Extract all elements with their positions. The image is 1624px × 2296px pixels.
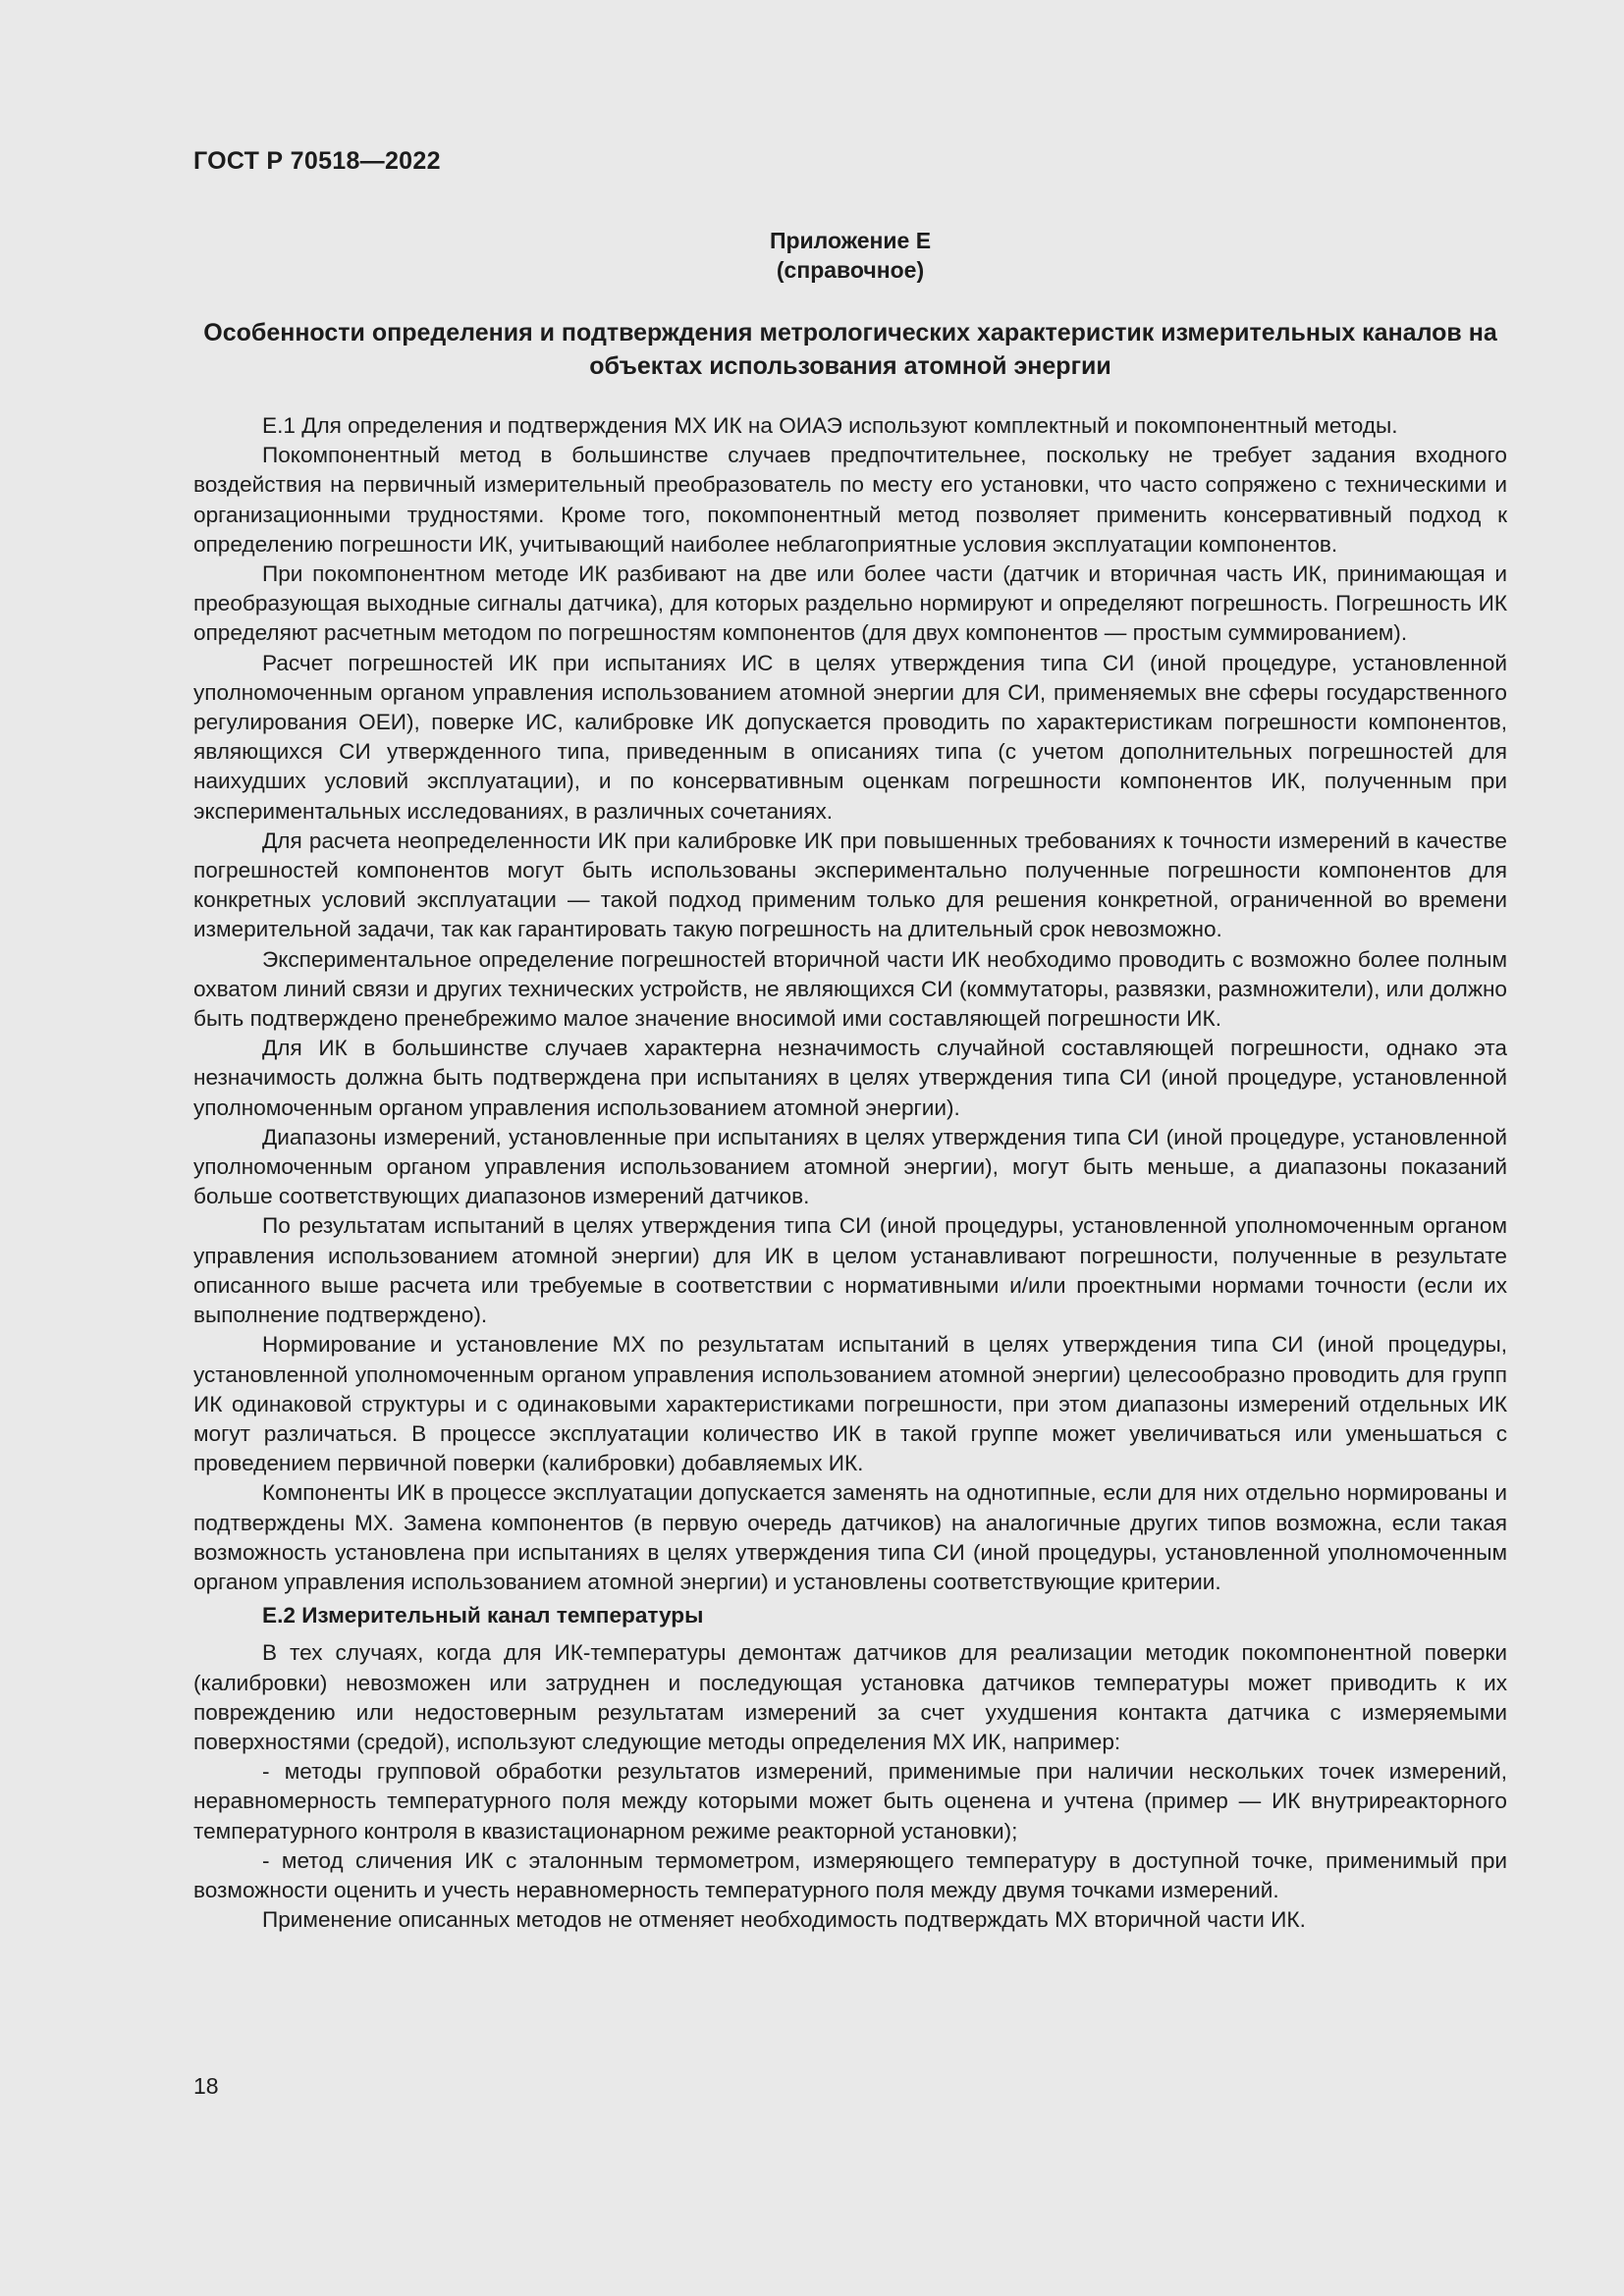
paragraph: Компоненты ИК в процессе эксплуатации допускается заменять на однотипные, если для них отдельно нормированы и подтверждены МХ. Замена компонентов (в первую очередь датчиков) на аналогичные других типов возможна, если такая возможность установлена при испытаниях в целях утверждения типа СИ (иной процедуры, установленной уполномоченным органом управления использованием атомной энергии) и установлены соответствующие критерии. [193,1480,1507,1594]
paragraph: Диапазоны измерений, установленные при испытаниях в целях утверждения типа СИ (иной процедуре, установленной уполномоченным органом управления использованием атомной энергии), могут быть меньше, а диапазоны показаний больше соответствующих диапазонов измерений датчиков. [193,1124,1507,1209]
list-item: - метод сличения ИК с эталонным термометром, измеряющего температуру в доступной точке, применимый при возможности оценить и учесть неравномерность температурного поля между двумя точками измерений. [193,1847,1507,1902]
document-body [193,411,1507,1935]
page-number: 18 [193,2073,219,2099]
paragraph: Нормирование и установление МХ по результатам испытаний в целях утверждения типа СИ (иной процедуры, установленной уполномоченным органом управления использованием атомной энергии) целесообразно проводить для групп ИК одинаковой структуры и с одинаковыми характеристиками погрешности, при этом диапазоны измерений отдельных ИК могут различаться. В процессе эксплуатации количество ИК в такой группе может увеличиваться или уменьшаться с проведением первичной поверки (калибровки) добавляемых ИК. [193,1332,1507,1476]
paragraph: Экспериментальное определение погрешностей вторичной части ИК необходимо проводить с возможно более полным охватом линий связи и других технических устройств, не являющихся СИ (коммутаторы, развязки, размножители), или должно быть подтверждено пренебрежимо малое значение вносимой ими составляющей погрешности ИК. [193,946,1507,1032]
paragraph: Расчет погрешностей ИК при испытаниях ИС в целях утверждения типа СИ (иной процедуре, установленной уполномоченным органом управления использованием атомной энергии для СИ, применяемых вне сферы государственного регулирования ОЕИ), поверке ИС, калибровке ИК допускается проводить по характеристикам погрешности компонентов, являющихся СИ утвержденного типа, приведенным в описаниях типа (с учетом дополнительных погрешностей для наихудших условий эксплуатации), и по консервативным оценкам погрешности компонентов ИК, полученным при экспериментальных исследованиях, в различных сочетаниях. [193,650,1507,824]
list-item: - методы групповой обработки результатов измерений, применимые при наличии нескольких точек измерений, неравномерность температурного поля между которыми может быть оценена и учтена (пример — ИК внутриреакторного температурного контроля в квазистационарном режиме реакторной установки); [193,1759,1507,1843]
appendix-label: Приложение Е [769,228,932,253]
paragraph: Для ИК в большинстве случаев характерна незначимость случайной составляющей погрешности, однако эта незначимость должна быть подтверждена при испытаниях в целях утверждения типа СИ (иной процедуре, установленной уполномоченным органом управления использованием атомной энергии). [193,1036,1507,1120]
paragraph: Для расчета неопределенности ИК при калибровке ИК при повышенных требованиях к точности измерений в качестве погрешностей компонентов могут быть использованы экспериментально полученные погрешности компонентов для конкретных условий эксплуатации — такой подход применим только для решения конкретной, ограниченной во времени измерительной задачи, так как гарантировать такую погрешность на длительный срок невозможно. [193,828,1507,942]
paragraph: Покомпонентный метод в большинстве случаев предпочтительнее, поскольку не требует задания входного воздействия на первичный измерительный преобразователь по месту его установки, что часто сопряжено с техническими и организационными трудностями. Кроме того, покомпонентный метод позволяет применить консервативный подход к определению погрешности ИК, учитывающий наиболее неблагоприятные условия эксплуатации компонентов. [193,443,1507,557]
paragraph: По результатам испытаний в целях утверждения типа СИ (иной процедуры, установленной уполномоченным органом управления использованием атомной энергии) для ИК в целом устанавливают погрешности, полученные в результате описанного выше расчета или требуемые в соответствии с нормативными и/или проектными нормами точности (если их выполнение подтверждено). [193,1213,1507,1328]
paragraph: При покомпонентном методе ИК разбивают на две или более части (датчик и вторичная часть ИК, принимающая и преобразующая выходные сигналы датчика), для которых раздельно нормируют и определяют погрешность. Погрешность ИК определяют расчетным методом по погрешностям компонентов (для двух компонентов — простым суммированием). [193,561,1507,646]
appendix-title: Особенности определения и подтверждения метрологических характеристик измерительных каналов на объектах использования атомной энергии [203,319,1497,380]
appendix-heading [193,226,1507,285]
section-heading: Е.2 Измерительный канал температуры [262,1603,704,1629]
appendix-kind: (справочное) [776,257,925,283]
paragraph: Применение описанных методов не отменяет необходимость подтверждать МХ вторичной части ИК. [262,1907,1306,1933]
standard-header: ГОСТ Р 70518—2022 [193,147,441,175]
paragraph: Е.1 Для определения и подтверждения МХ ИК на ОИАЭ используют комплектный и покомпонентный методы. [262,413,1398,438]
paragraph: В тех случаях, когда для ИК-температуры демонтаж датчиков для реализации методик покомпонентной поверки (калибровки) невозможен или затруднен и последующая установка датчиков температуры может приводить к их повреждению или недостоверным результатам измерений за счет ухудшения контакта датчика с измеряемыми поверхностями (средой), используют следующие методы определения МХ ИК, например: [193,1640,1507,1754]
